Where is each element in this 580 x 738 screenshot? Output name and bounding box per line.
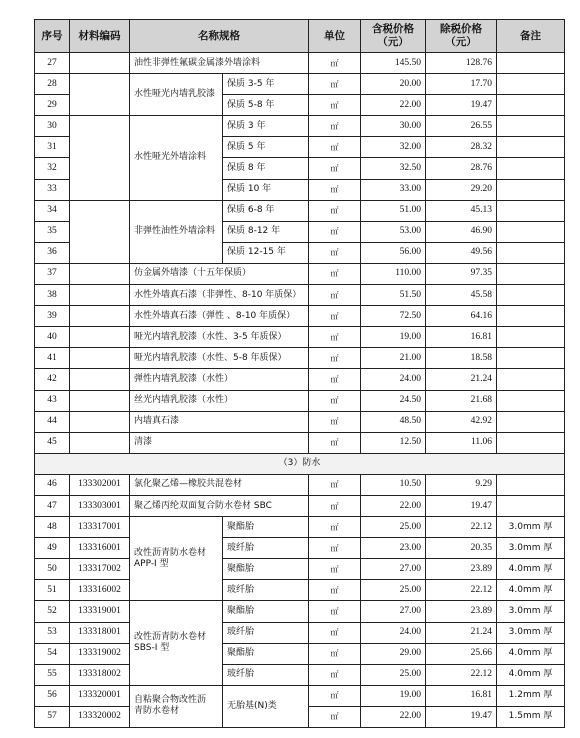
row-code bbox=[70, 74, 130, 116]
row-note bbox=[497, 348, 565, 369]
row-price-tax: 33.00 bbox=[361, 179, 426, 200]
row-name: 哑光内墙乳胶漆（水性、3-5 年质保） bbox=[130, 327, 309, 348]
row-code bbox=[70, 348, 130, 369]
row-note bbox=[497, 411, 565, 432]
row-price-tax: 27.00 bbox=[361, 559, 426, 580]
table-row bbox=[35, 580, 565, 601]
row-note bbox=[497, 495, 565, 516]
row-price-notax: 22.12 bbox=[426, 580, 497, 601]
row-price-tax: 20.00 bbox=[361, 74, 426, 95]
row-price-notax: 19.47 bbox=[426, 706, 497, 727]
row-spec: 玻纤胎 bbox=[223, 538, 309, 559]
table-row bbox=[35, 432, 565, 453]
row-note bbox=[497, 53, 565, 74]
row-seq: 36 bbox=[35, 242, 70, 263]
row-price-tax: 24.50 bbox=[361, 390, 426, 411]
row-code bbox=[70, 390, 130, 411]
row-name: 非弹性油性外墙涂料 bbox=[130, 200, 223, 263]
row-price-notax: 45.58 bbox=[426, 285, 497, 306]
section-title: （3）防水 bbox=[35, 453, 565, 474]
row-note bbox=[497, 179, 565, 200]
row-price-notax: 49.56 bbox=[426, 242, 497, 263]
row-spec: 保质 5-8 年 bbox=[223, 95, 309, 116]
row-name: 仿金属外墙漆（十五年保质） bbox=[130, 263, 309, 284]
row-seq: 40 bbox=[35, 327, 70, 348]
table-row bbox=[35, 474, 565, 495]
row-code bbox=[70, 411, 130, 432]
row-unit: ㎡ bbox=[309, 601, 361, 622]
row-note bbox=[497, 263, 565, 284]
row-note bbox=[497, 432, 565, 453]
row-code: 133302001 bbox=[70, 474, 130, 495]
row-seq: 50 bbox=[35, 559, 70, 580]
table-row bbox=[35, 643, 565, 664]
row-code: 133319001 bbox=[70, 601, 130, 622]
row-note bbox=[497, 74, 565, 95]
header-seq: 序号 bbox=[35, 20, 70, 53]
row-unit: ㎡ bbox=[309, 517, 361, 538]
row-unit: ㎡ bbox=[309, 221, 361, 242]
row-note bbox=[497, 327, 565, 348]
row-seq: 39 bbox=[35, 306, 70, 327]
row-seq: 42 bbox=[35, 369, 70, 390]
row-seq: 41 bbox=[35, 348, 70, 369]
row-spec: 保质 3 年 bbox=[223, 116, 309, 137]
row-name: 弹性内墙乳胶漆（水性） bbox=[130, 369, 309, 390]
row-price-tax: 24.00 bbox=[361, 622, 426, 643]
row-price-notax: 22.12 bbox=[426, 664, 497, 685]
row-spec: 保质 12-15 年 bbox=[223, 242, 309, 263]
row-code: 133318002 bbox=[70, 664, 130, 685]
row-price-tax: 10.50 bbox=[361, 474, 426, 495]
row-price-tax: 22.00 bbox=[361, 95, 426, 116]
row-unit: ㎡ bbox=[309, 643, 361, 664]
row-seq: 56 bbox=[35, 685, 70, 706]
row-price-notax: 23.89 bbox=[426, 559, 497, 580]
row-code: 133318001 bbox=[70, 622, 130, 643]
row-price-tax: 110.00 bbox=[361, 263, 426, 284]
row-price-notax: 46.90 bbox=[426, 221, 497, 242]
row-note: 3.0mm 厚 bbox=[497, 538, 565, 559]
row-seq: 29 bbox=[35, 95, 70, 116]
row-seq: 53 bbox=[35, 622, 70, 643]
row-seq: 33 bbox=[35, 179, 70, 200]
row-seq: 38 bbox=[35, 285, 70, 306]
row-name: 改性沥青防水卷材 SBS-I 型 bbox=[130, 601, 223, 685]
row-code: 133319002 bbox=[70, 643, 130, 664]
header-name: 名称规格 bbox=[130, 20, 309, 53]
row-note bbox=[497, 116, 565, 137]
row-price-notax: 97.35 bbox=[426, 263, 497, 284]
row-note: 3.0mm 厚 bbox=[497, 601, 565, 622]
row-spec: 玻纤胎 bbox=[223, 580, 309, 601]
table-row bbox=[35, 411, 565, 432]
row-price-notax: 19.47 bbox=[426, 95, 497, 116]
table-row bbox=[35, 538, 565, 559]
row-seq: 32 bbox=[35, 158, 70, 179]
row-spec: 玻纤胎 bbox=[223, 622, 309, 643]
table-row bbox=[35, 53, 565, 74]
header-code: 材料编码 bbox=[70, 20, 130, 53]
row-price-notax: 9.29 bbox=[426, 474, 497, 495]
row-note bbox=[497, 95, 565, 116]
table-row bbox=[35, 74, 565, 95]
row-unit: ㎡ bbox=[309, 74, 361, 95]
row-unit: ㎡ bbox=[309, 580, 361, 601]
row-note: 1.2mm 厚 bbox=[497, 685, 565, 706]
row-name: 氯化聚乙烯—橡胶共混卷材 bbox=[130, 474, 309, 495]
row-price-tax: 25.00 bbox=[361, 517, 426, 538]
row-price-tax: 27.00 bbox=[361, 601, 426, 622]
row-price-notax: 26.55 bbox=[426, 116, 497, 137]
table-row bbox=[35, 285, 565, 306]
table-row bbox=[35, 327, 565, 348]
section-row bbox=[35, 453, 565, 474]
table-row bbox=[35, 664, 565, 685]
row-price-tax: 25.00 bbox=[361, 580, 426, 601]
row-unit: ㎡ bbox=[309, 179, 361, 200]
row-spec: 保质 5 年 bbox=[223, 137, 309, 158]
row-name: 水性哑光外墙涂料 bbox=[130, 116, 223, 200]
row-seq: 52 bbox=[35, 601, 70, 622]
row-unit: ㎡ bbox=[309, 116, 361, 137]
row-code: 133303001 bbox=[70, 495, 130, 516]
row-code bbox=[70, 116, 130, 200]
table-row bbox=[35, 263, 565, 284]
row-price-notax: 23.89 bbox=[426, 601, 497, 622]
row-unit: ㎡ bbox=[309, 538, 361, 559]
row-price-tax: 32.00 bbox=[361, 137, 426, 158]
table-row bbox=[35, 390, 565, 411]
row-price-notax: 17.70 bbox=[426, 74, 497, 95]
row-name: 水性外墙真石漆（弹性 、8-10 年质保） bbox=[130, 306, 309, 327]
row-note bbox=[497, 137, 565, 158]
price-table bbox=[34, 19, 565, 728]
row-code bbox=[70, 263, 130, 284]
row-seq: 54 bbox=[35, 643, 70, 664]
row-note bbox=[497, 306, 565, 327]
row-spec: 保质 8-12 年 bbox=[223, 221, 309, 242]
row-price-tax: 19.00 bbox=[361, 327, 426, 348]
row-note: 3.0mm 厚 bbox=[497, 622, 565, 643]
row-note: 3.0mm 厚 bbox=[497, 517, 565, 538]
row-code bbox=[70, 327, 130, 348]
row-unit: ㎡ bbox=[309, 53, 361, 74]
row-price-tax: 12.50 bbox=[361, 432, 426, 453]
row-code: 133320002 bbox=[70, 706, 130, 727]
table-row bbox=[35, 517, 565, 538]
row-note bbox=[497, 200, 565, 221]
header-price-tax: 含税价格 （元） bbox=[361, 20, 426, 53]
row-price-tax: 48.50 bbox=[361, 411, 426, 432]
row-spec: 玻纤胎 bbox=[223, 664, 309, 685]
table-row bbox=[35, 116, 565, 137]
row-name: 自粘聚合物改性沥 青防水卷材 bbox=[130, 685, 223, 727]
row-code: 133320001 bbox=[70, 685, 130, 706]
row-seq: 48 bbox=[35, 517, 70, 538]
row-spec: 聚酯胎 bbox=[223, 559, 309, 580]
row-price-notax: 64.16 bbox=[426, 306, 497, 327]
row-unit: ㎡ bbox=[309, 559, 361, 580]
row-note: 4.0mm 厚 bbox=[497, 643, 565, 664]
row-price-notax: 128.76 bbox=[426, 53, 497, 74]
table-row bbox=[35, 495, 565, 516]
row-price-tax: 32.50 bbox=[361, 158, 426, 179]
row-seq: 45 bbox=[35, 432, 70, 453]
row-code: 133317001 bbox=[70, 517, 130, 538]
row-unit: ㎡ bbox=[309, 137, 361, 158]
table-row bbox=[35, 306, 565, 327]
row-unit: ㎡ bbox=[309, 327, 361, 348]
row-seq: 34 bbox=[35, 200, 70, 221]
row-name: 水性外墙真石漆（非弹性、8-10 年质保） bbox=[130, 285, 309, 306]
row-seq: 47 bbox=[35, 495, 70, 516]
row-price-notax: 21.24 bbox=[426, 622, 497, 643]
row-unit: ㎡ bbox=[309, 158, 361, 179]
row-unit: ㎡ bbox=[309, 411, 361, 432]
row-name: 丝光内墙乳胶漆（水性） bbox=[130, 390, 309, 411]
row-unit: ㎡ bbox=[309, 242, 361, 263]
row-seq: 31 bbox=[35, 137, 70, 158]
row-name: 哑光内墙乳胶漆（水性、5-8 年质保） bbox=[130, 348, 309, 369]
row-price-tax: 23.00 bbox=[361, 538, 426, 559]
row-note: 4.0mm 厚 bbox=[497, 559, 565, 580]
row-price-tax: 24.00 bbox=[361, 369, 426, 390]
table-row bbox=[35, 200, 565, 221]
row-price-tax: 29.00 bbox=[361, 643, 426, 664]
row-price-notax: 20.35 bbox=[426, 538, 497, 559]
row-seq: 35 bbox=[35, 221, 70, 242]
row-unit: ㎡ bbox=[309, 200, 361, 221]
table-row bbox=[35, 685, 565, 706]
row-note bbox=[497, 242, 565, 263]
table-row bbox=[35, 622, 565, 643]
row-note bbox=[497, 474, 565, 495]
row-unit: ㎡ bbox=[309, 664, 361, 685]
row-code: 133316001 bbox=[70, 538, 130, 559]
row-unit: ㎡ bbox=[309, 474, 361, 495]
row-seq: 27 bbox=[35, 53, 70, 74]
row-seq: 55 bbox=[35, 664, 70, 685]
row-code bbox=[70, 285, 130, 306]
row-seq: 49 bbox=[35, 538, 70, 559]
row-price-notax: 28.32 bbox=[426, 137, 497, 158]
row-price-tax: 51.50 bbox=[361, 285, 426, 306]
row-name: 水性哑光内墙乳胶漆 bbox=[130, 74, 223, 116]
row-unit: ㎡ bbox=[309, 622, 361, 643]
row-price-tax: 22.00 bbox=[361, 495, 426, 516]
row-spec: 保质 10 年 bbox=[223, 179, 309, 200]
row-code bbox=[70, 369, 130, 390]
row-price-notax: 16.81 bbox=[426, 327, 497, 348]
row-unit: ㎡ bbox=[309, 706, 361, 727]
row-name: 改性沥青防水卷材 APP-I 型 bbox=[130, 517, 223, 601]
row-price-notax: 19.47 bbox=[426, 495, 497, 516]
row-price-notax: 21.24 bbox=[426, 369, 497, 390]
header-unit: 单位 bbox=[309, 20, 361, 53]
row-unit: ㎡ bbox=[309, 369, 361, 390]
row-name: 油性非弹性氟碳金属漆外墙涂料 bbox=[130, 53, 309, 74]
table-row bbox=[35, 348, 565, 369]
row-note bbox=[497, 285, 565, 306]
row-code bbox=[70, 306, 130, 327]
row-seq: 57 bbox=[35, 706, 70, 727]
row-seq: 30 bbox=[35, 116, 70, 137]
row-price-notax: 18.58 bbox=[426, 348, 497, 369]
row-seq: 46 bbox=[35, 474, 70, 495]
row-code bbox=[70, 200, 130, 263]
row-price-notax: 11.06 bbox=[426, 432, 497, 453]
row-seq: 37 bbox=[35, 263, 70, 284]
row-price-notax: 28.76 bbox=[426, 158, 497, 179]
row-unit: ㎡ bbox=[309, 306, 361, 327]
table-row bbox=[35, 559, 565, 580]
row-spec: 无胎基(N)类 bbox=[223, 685, 309, 727]
row-spec: 保质 3-5 年 bbox=[223, 74, 309, 95]
table-row bbox=[35, 369, 565, 390]
row-name: 清漆 bbox=[130, 432, 309, 453]
row-seq: 51 bbox=[35, 580, 70, 601]
row-price-tax: 19.00 bbox=[361, 685, 426, 706]
row-price-tax: 51.00 bbox=[361, 200, 426, 221]
row-price-notax: 42.92 bbox=[426, 411, 497, 432]
header-row bbox=[35, 20, 565, 53]
row-price-tax: 53.00 bbox=[361, 221, 426, 242]
row-price-tax: 22.00 bbox=[361, 706, 426, 727]
row-note bbox=[497, 221, 565, 242]
row-code: 133316002 bbox=[70, 580, 130, 601]
row-spec: 聚酯胎 bbox=[223, 517, 309, 538]
row-seq: 43 bbox=[35, 390, 70, 411]
row-note: 4.0mm 厚 bbox=[497, 664, 565, 685]
row-price-notax: 16.81 bbox=[426, 685, 497, 706]
row-note: 1.5mm 厚 bbox=[497, 706, 565, 727]
row-price-notax: 21.68 bbox=[426, 390, 497, 411]
row-note bbox=[497, 369, 565, 390]
row-note bbox=[497, 158, 565, 179]
row-price-tax: 25.00 bbox=[361, 664, 426, 685]
row-unit: ㎡ bbox=[309, 685, 361, 706]
row-seq: 28 bbox=[35, 74, 70, 95]
row-spec: 聚酯胎 bbox=[223, 643, 309, 664]
row-price-tax: 56.00 bbox=[361, 242, 426, 263]
row-price-tax: 21.00 bbox=[361, 348, 426, 369]
row-spec: 保质 8 年 bbox=[223, 158, 309, 179]
row-spec: 聚酯胎 bbox=[223, 601, 309, 622]
row-price-notax: 45.13 bbox=[426, 200, 497, 221]
row-price-notax: 25.66 bbox=[426, 643, 497, 664]
row-price-notax: 29.20 bbox=[426, 179, 497, 200]
row-unit: ㎡ bbox=[309, 390, 361, 411]
row-unit: ㎡ bbox=[309, 348, 361, 369]
row-price-tax: 145.50 bbox=[361, 53, 426, 74]
row-unit: ㎡ bbox=[309, 495, 361, 516]
row-name: 聚乙烯丙纶双面复合防水卷材 SBC bbox=[130, 495, 309, 516]
row-price-tax: 30.00 bbox=[361, 116, 426, 137]
table-row bbox=[35, 601, 565, 622]
row-name: 内墙真石漆 bbox=[130, 411, 309, 432]
row-code: 133317002 bbox=[70, 559, 130, 580]
row-price-notax: 22.12 bbox=[426, 517, 497, 538]
row-unit: ㎡ bbox=[309, 432, 361, 453]
row-unit: ㎡ bbox=[309, 263, 361, 284]
row-unit: ㎡ bbox=[309, 95, 361, 116]
header-note: 备注 bbox=[497, 20, 565, 53]
row-spec: 保质 6-8 年 bbox=[223, 200, 309, 221]
row-note bbox=[497, 390, 565, 411]
header-price-notax: 除税价格 （元） bbox=[426, 20, 497, 53]
row-unit: ㎡ bbox=[309, 285, 361, 306]
row-code bbox=[70, 53, 130, 74]
row-note: 4.0mm 厚 bbox=[497, 580, 565, 601]
row-price-tax: 72.50 bbox=[361, 306, 426, 327]
row-code bbox=[70, 432, 130, 453]
row-seq: 44 bbox=[35, 411, 70, 432]
